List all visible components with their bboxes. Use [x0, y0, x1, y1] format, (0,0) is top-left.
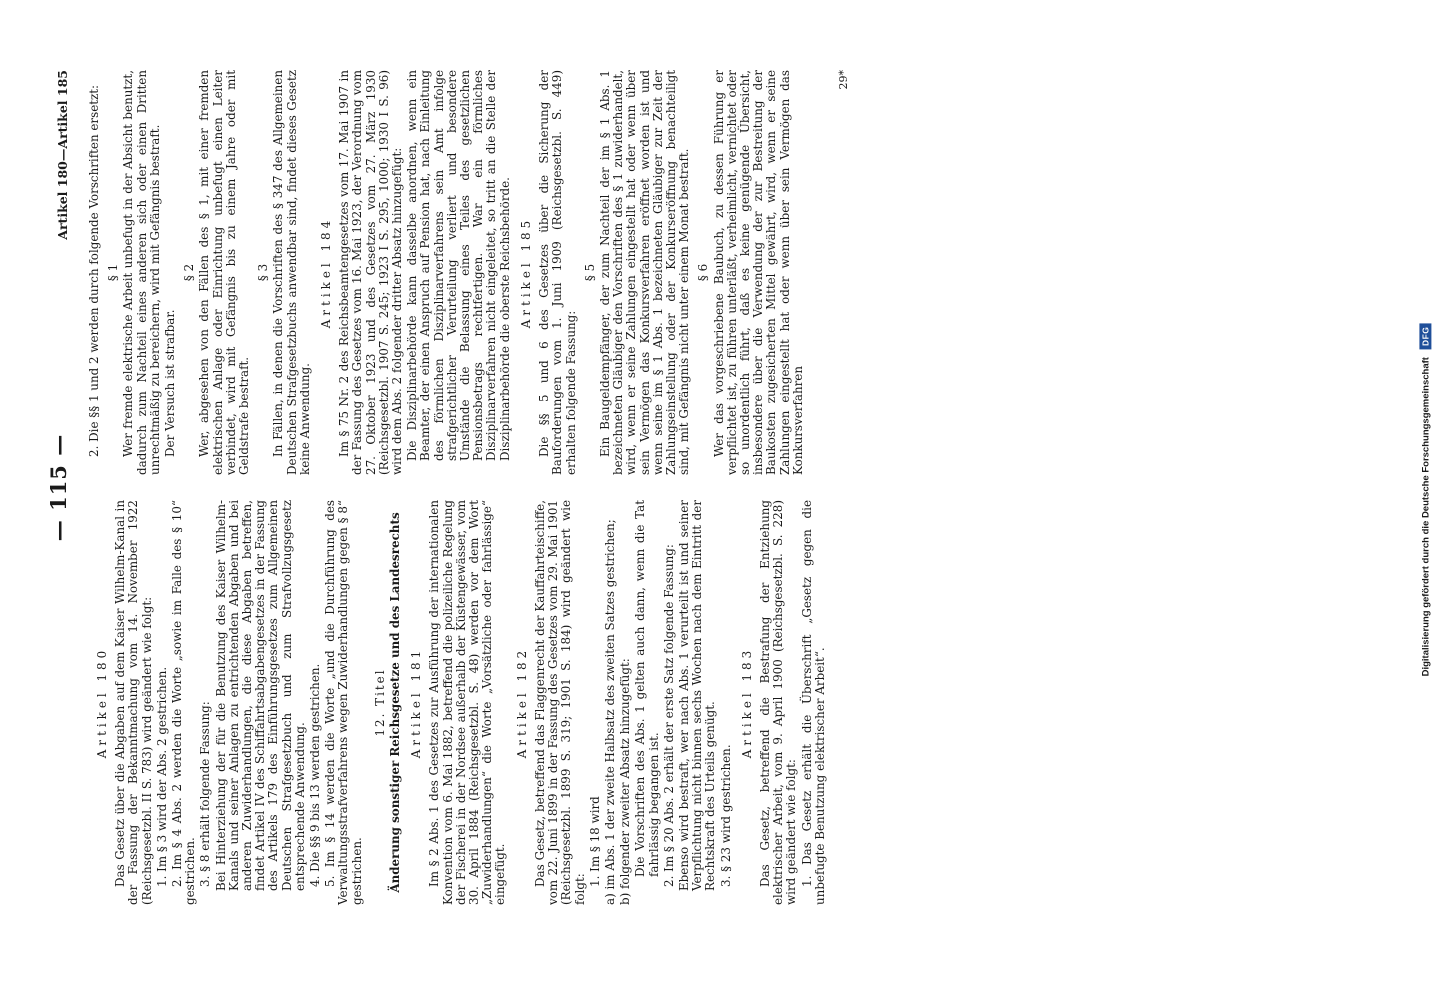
article-heading: Artikel 182	[514, 646, 529, 759]
paragraph-symbol: § 2	[182, 263, 197, 282]
paragraph: Ein Baugeldempfänger, der zum Nachteil der im § 1 Abs. 1 bezeichneten Gläubiger den Vorschriften des § 1 zuwiderhandelt, wird, wenn er seine Zahlungen eingestellt hat oder wenn über sein Vermögen das Konkursverfahren eröffnet worden ist und wenn seine im § 1 Abs. 1 bezeichneten Gläubiger zur Zeit der Zahlungseinstellung oder der Konkurseröffnung benachteiligt sind, mit Gefängnis nicht unter einem Monat bestraft.	[597, 70, 692, 475]
paragraph: Ebenso wird bestraft, wer nach Abs. 1 verurteilt ist und seiner Verpflichtung nicht binnen sechs Wochen nach dem Eintritt der Rechtskraft des Urteils genügt.	[676, 500, 718, 891]
page-number: — 115 —	[46, 433, 71, 542]
paragraph: In Fällen, in denen die Vorschriften des § 347 des Allgemeinen Deutschen Strafgesetzbuchs anwendbar sind, findet dieses Gesetz keine Anwendung.	[271, 70, 312, 475]
paragraph: 1. Im § 3 wird der Abs. 2 gestrichen.	[154, 666, 169, 887]
paragraph: Der Versuch ist strafbar.	[163, 309, 178, 457]
signature-mark: 29*	[836, 70, 850, 90]
paragraph-symbol: § 5	[582, 263, 597, 282]
paragraph: 2. Im § 20 Abs. 2 erhält der erste Satz folgende Fassung:	[661, 544, 676, 887]
paragraph: a) im Abs. 1 der zweite Halbsatz des zweiten Satzes gestrichen;	[602, 519, 617, 905]
article-heading: Artikel 184	[319, 216, 334, 329]
paragraph: Die §§ 5 und 6 des Gesetzes über die Sicherung der Bauforderungen vom 1. Juni 1909 (Reichsgesetzbl. S. 449) erhalten folgende Fassung:	[537, 70, 578, 475]
paragraph: Das Gesetz, betreffend das Flaggenrecht der Kauffahrteischiffe, vom 22. Juni 1899 in der Fassung des Gesetzes vom 29. Mai 1901 (Reichsgesetzbl. 1899 S. 319; 1901 S. 184) wird geändert wie folgt:	[532, 500, 587, 905]
running-head	[46, 70, 82, 905]
running-head-articles: Artikel 180—Artikel 185	[55, 70, 70, 240]
paragraph-symbol: § 6	[696, 263, 711, 282]
paragraph: Wer, abgesehen von den Fällen des § 1, mit einer fremden elektrischen Anlage oder Einrichtung unbefugt einen Leiter verbindet, wird mit Gefängnis bis zu einem Jahre oder mit Geldstrafe bestraft.	[197, 70, 252, 475]
article-heading: Artikel 183	[739, 646, 754, 759]
paragraph-symbol: § 3	[256, 263, 271, 282]
digitization-note	[1416, 0, 1434, 1000]
paragraph: 1. Das Gesetz erhält die Überschrift „Gesetz gegen die unbefugte Benutzung elektrischer Arbeit“.	[799, 500, 827, 905]
paragraph: 3. § 8 erhält folgende Fassung:	[198, 701, 213, 887]
paragraph: Die Disziplinarbehörde kann dasselbe anordnen, wenn ein Beamter, der einen Anspruch auf Pension hat, nach Einleitung des förmlichen Disziplinarverfahrens sein Amt infolge strafgerichtlicher Verurteilung verliert und besondere Umstände die Belassung eines Teiles des gesetzlichen Pensionsbetrags rechtfertigen. War ein förmliches Disziplinarverfahren nicht eingeleitet, so tritt an die Stelle der Disziplinarbehörde die oberste Reichsbehörde.	[405, 70, 512, 461]
text-columns	[88, 70, 829, 905]
paragraph: Das Gesetz über die Abgaben auf dem Kaiser Wilhelm-Kanal in der Fassung der Bekanntmachung vom 14. November 1922 (Reichsgesetzbl. II S. 783) wird geändert wie folgt:	[113, 500, 154, 905]
paragraph: Das Gesetz, betreffend die Bestrafung der Entziehung elektrischer Arbeit, vom 9. April 1900 (Reichsgesetzbl. S. 228) wird geändert wie folgt:	[757, 500, 799, 905]
paragraph: Im § 75 Nr. 2 des Reichsbeamtengesetzes vom 17. Mai 1907 in der Fassung des Gesetzes vom 16. Mai 1923, der Verordnung vom 27. Oktober 1923 und des Gesetzes vom 27. März 1930 (Reichsgesetzbl. 1907 S. 245; 1923 I S. 295, 1000; 1930 I S. 96) wird dem Abs. 2 folgender dritter Absatz hinzugefügt:	[337, 70, 405, 475]
paragraph: 5. Im § 14 werden die Worte „und die Durchführung des Verwaltungsstrafverfahrens wegen Zuwiderhandlungen gegen § 8“ gestrichen.	[323, 500, 364, 905]
paragraph: Bei Hinterziehung der für die Benutzung des Kaiser Wilhelm-Kanals und seiner Anlagen zu entrichtenden Abgaben und bei anderen Zuwiderhandlungen, die diese Abgaben betreffen, findet Artikel IV des Schiffahrtsabgabengesetzes in der Fassung des Artikels 179 des Einführungsgesetzes zum Allgemeinen Deutschen Strafgesetzbuch und zum Strafvollzugsgesetz entsprechende Anwendung.	[213, 500, 307, 891]
paragraph: Wer das vorgeschriebene Baubuch, zu dessen Führung er verpflichtet ist, zu führen unterläßt, verheimlicht, vernichtet oder so unordentlich führt, daß es keine genügende Übersicht, insbesondere über die Verwendung der zur Bestreitung der Baukosten zugesicherten Mittel gewährt, wird, wenn er seine Zahlungen eingestellt hat oder wenn über sein Vermögen das Konkursverfahren	[711, 70, 805, 475]
paragraph: 1. Im § 18 wird	[587, 796, 602, 887]
left-column	[88, 500, 829, 905]
paragraph: Im § 2 Abs. 1 des Gesetzes zur Ausführung der internationalen Konvention vom 6. Mai 1882, betreffend die polizeiliche Regelung der Fischerei in der Nordsee außerhalb der Küstengewässer, vom 30. April 1884 (Reichsgesetzbl. S. 48) werden vor dem Wort „Zuwiderhandlungen“ die Worte „Vorsätzliche oder fahrlässige“ eingefügt.	[427, 500, 508, 905]
article-heading: Artikel 181	[409, 646, 424, 759]
paragraph: Die Vorschriften des Abs. 1 gelten auch dann, wenn die Tat fahrlässig begangen ist.	[633, 500, 661, 877]
paragraph: b) folgender zweiter Absatz hinzugefügt:	[618, 658, 633, 905]
paragraph-symbol: § 1	[106, 263, 121, 282]
paragraph: 2. Im § 4 Abs. 2 werden die Worte „sowie im Falle des § 10“ gestrichen.	[170, 500, 198, 905]
article-heading: Artikel 180	[95, 646, 109, 759]
digitization-note-text: Digitalisierung gefördert durch die Deutsche Forschungsgemeinschaft	[1419, 357, 1431, 677]
dfg-logo: DFG	[1419, 324, 1431, 349]
title-heading: 12. Titel	[372, 668, 387, 737]
paragraph: 2. Die §§ 1 und 2 werden durch folgende Vorschriften ersetzt:	[87, 84, 101, 457]
paragraph: 4. Die §§ 9 bis 13 werden gestrichen.	[308, 663, 323, 887]
section-title: Änderung sonstiger Reichsgesetze und des Landesrechts	[388, 512, 403, 893]
article-heading: Artikel 185	[518, 216, 533, 329]
paragraph: Wer fremde elektrische Arbeit unbefugt in der Absicht benutzt, dadurch zum Nachteil eines anderen sich oder einen Dritten unrechtmäßig zu bereichern, wird mit Gefängnis bestraft.	[121, 70, 162, 475]
right-column	[88, 70, 829, 475]
paragraph: 3. § 23 wird gestrichen.	[718, 744, 733, 887]
